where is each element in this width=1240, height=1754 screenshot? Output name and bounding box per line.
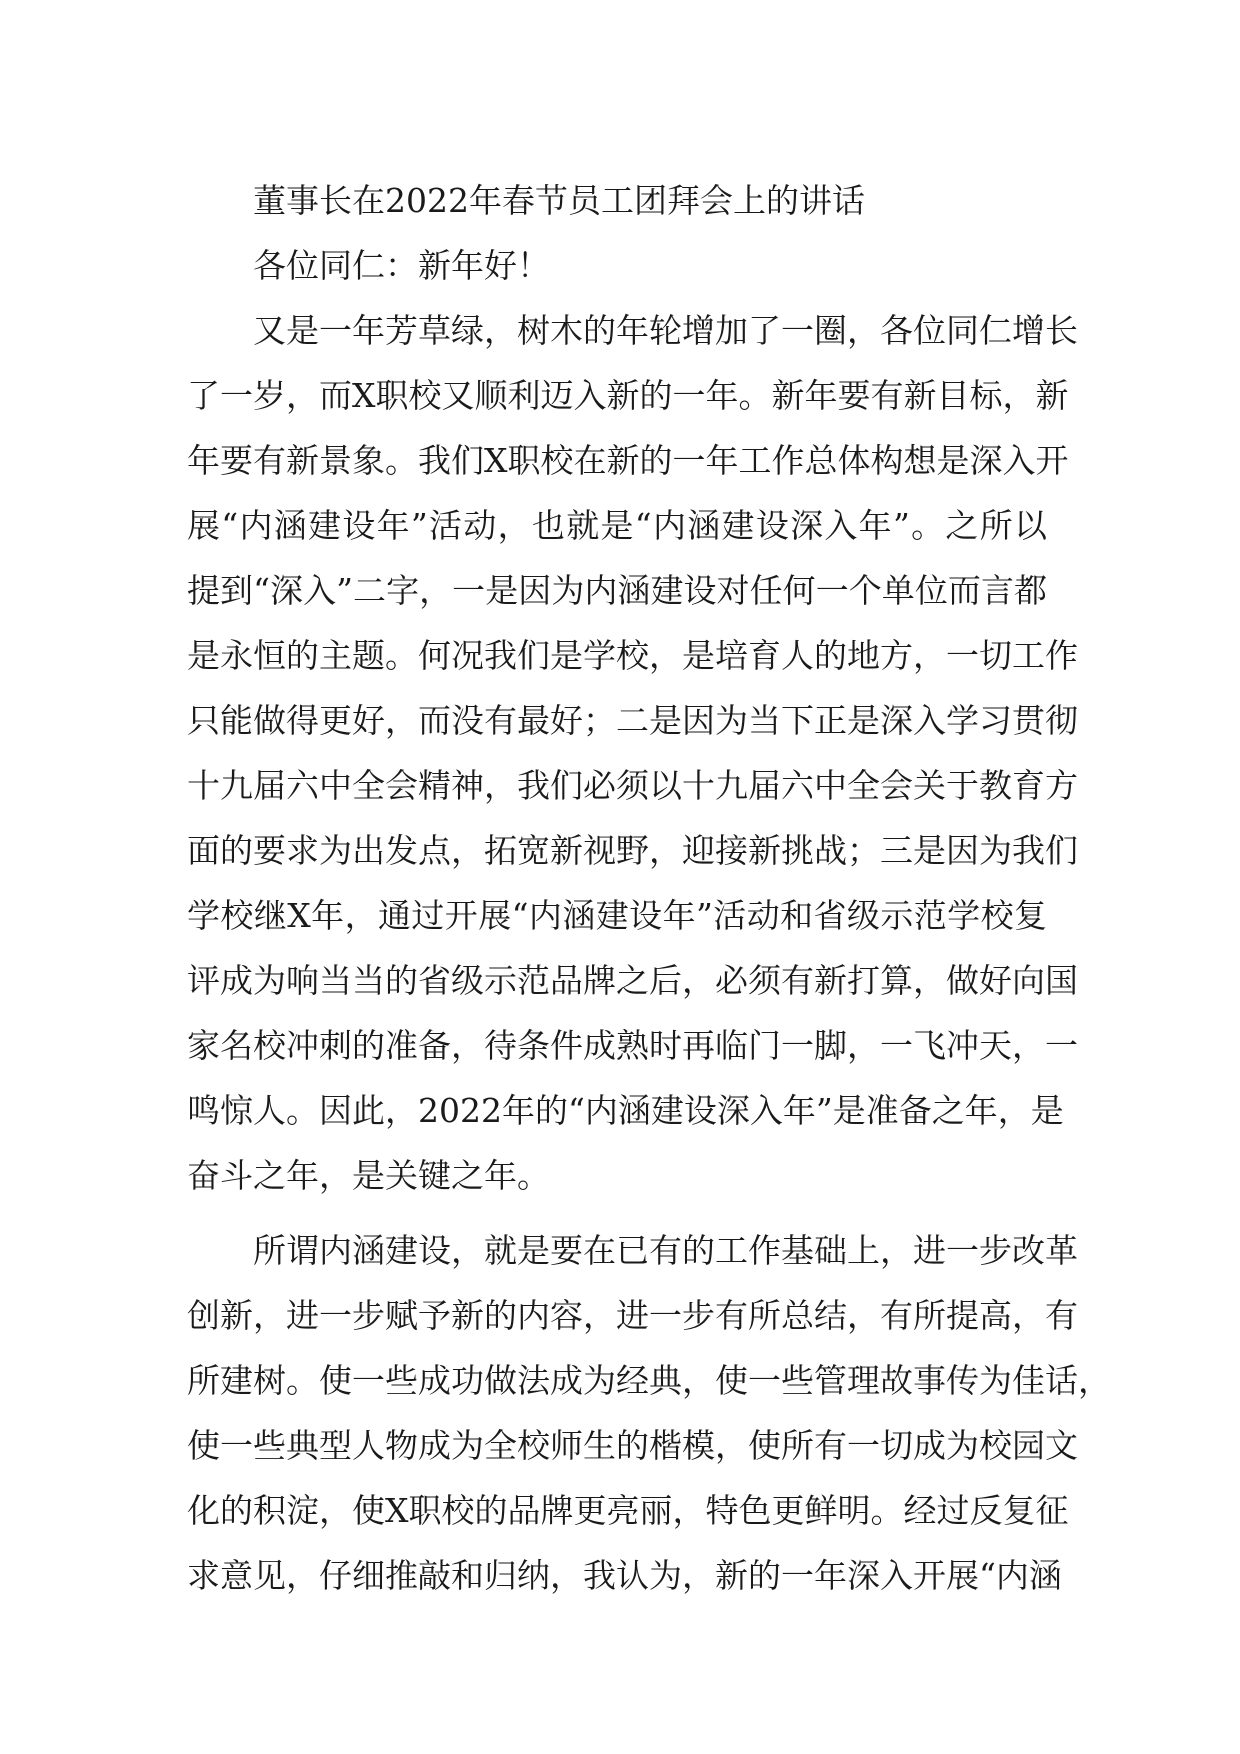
paragraph-line: 所谓内涵建设，就是要在已有的工作基础上，进一步改革: [253, 1231, 1078, 1270]
document-title: 董事长在2022年春节员工团拜会上的讲话: [253, 181, 865, 220]
paragraph-line: 奋斗之年，是关键之年。: [187, 1156, 550, 1195]
paragraph-line: 创新，进一步赋予新的内容，进一步有所总结，有所提高，有: [187, 1296, 1078, 1335]
paragraph-line: 了一岁，而X职校又顺利迈入新的一年。新年要有新目标，新: [187, 376, 1069, 415]
document-body: [187, 168, 1111, 1608]
paragraph-line: 所建树。使一些成功做法成为经典，使一些管理故事传为佳话，: [187, 1361, 1111, 1400]
paragraph-line: 展“内涵建设年”活动，也就是“内涵建设深入年”。之所以: [187, 506, 1047, 545]
paragraph-line: 求意见，仔细推敲和归纳，我认为，新的一年深入开展“内涵: [187, 1556, 1062, 1595]
paragraph-line: 面的要求为出发点，拓宽新视野，迎接新挑战；三是因为我们: [187, 831, 1078, 870]
paragraph-line: 家名校冲刺的准备，待条件成熟时再临门一脚，一飞冲天，一: [187, 1026, 1078, 1065]
paragraph-line: 是永恒的主题。何况我们是学校，是培育人的地方，一切工作: [187, 636, 1078, 675]
paragraph-line: 十九届六中全会精神，我们必须以十九届六中全会关于教育方: [187, 766, 1078, 805]
paragraph-line: 又是一年芳草绿，树木的年轮增加了一圈，各位同仁增长: [253, 311, 1078, 350]
paragraph-1: [187, 298, 1078, 1208]
paragraph-line: 年要有新景象。我们X职校在新的一年工作总体构想是深入开: [187, 441, 1069, 480]
paragraph-line: 使一些典型人物成为全校师生的楷模，使所有一切成为校园文: [187, 1426, 1078, 1465]
paragraph-2: [187, 1218, 1111, 1608]
paragraph-line: 鸣惊人。因此，2022年的“内涵建设深入年”是准备之年，是: [187, 1091, 1064, 1130]
paragraph-line: 化的积淀，使X职校的品牌更亮丽，特色更鲜明。经过反复征: [187, 1491, 1069, 1530]
paragraph-line: 只能做得更好，而没有最好；二是因为当下正是深入学习贯彻: [187, 701, 1078, 740]
paragraph-line: 学校继X年，通过开展“内涵建设年”活动和省级示范学校复: [187, 896, 1047, 935]
paragraph-spacer: [187, 1208, 1047, 1218]
salutation: 各位同仁：新年好！: [253, 246, 550, 285]
paragraph-line: 提到“深入”二字，一是因为内涵建设对任何一个单位而言都: [187, 571, 1047, 610]
paragraph-line: 评成为响当当的省级示范品牌之后，必须有新打算，做好向国: [187, 961, 1078, 1000]
